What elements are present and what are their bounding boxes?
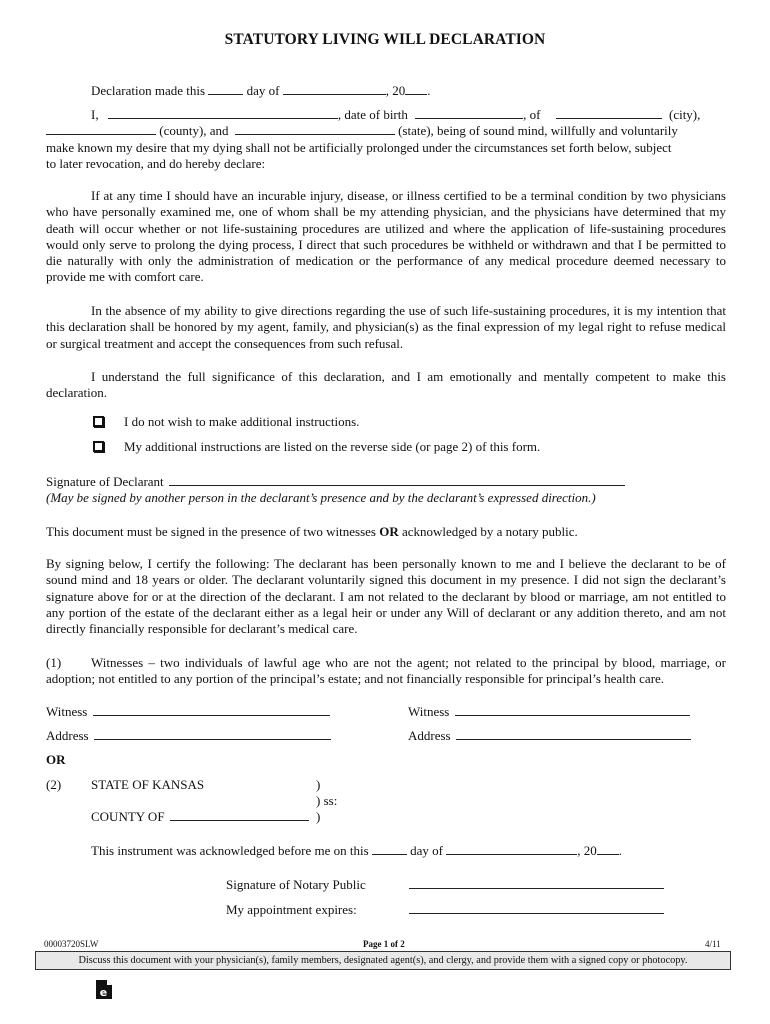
witness-notice-before: This document must be signed in the presence of two witnesses: [46, 524, 380, 539]
notary-state: STATE OF KANSAS: [91, 777, 205, 792]
witness-1-address-row: [46, 728, 331, 744]
notary-paren-3: ): [316, 809, 321, 824]
revision-date: 4/11: [705, 939, 721, 949]
appointment-expires-row: [409, 902, 664, 918]
notary-num: (2): [46, 777, 62, 792]
ack-day-label: day of: [410, 843, 443, 858]
witness-1-address-label: Address: [46, 728, 89, 743]
witnesses-clause: [46, 655, 726, 688]
dob-field[interactable]: [415, 107, 523, 119]
signature-note: (May be signed by another person in the declarant’s presence and by the declarant’s expressed direction.): [46, 490, 596, 505]
witness-1-field[interactable]: [93, 704, 330, 716]
city-label: (city),: [668, 107, 701, 122]
declarant-county-line: [46, 123, 678, 139]
city-field[interactable]: [556, 107, 662, 119]
ack-year-label: , 20: [577, 843, 597, 858]
witness-notice-after: acknowledged by a notary public.: [398, 524, 578, 539]
declaration-end: .: [427, 83, 431, 98]
declarant-name-field[interactable]: [108, 107, 338, 119]
declaration-date-line: [91, 83, 430, 99]
agent-honor-paragraph: In the absence of my ability to give directions regarding the use of such life-sustaining procedures, it is my intention that this declaration shall be honored by my agent, family, and physician(s) as the final expression of my legal right to refuse medical or surgical treatment and accept the consequences from such refusal.: [46, 303, 726, 351]
ack-prefix: This instrument was acknowledged before me on this: [91, 843, 369, 858]
option-additional-instructions: [93, 439, 540, 455]
declaration-prefix: Declaration made this: [91, 83, 206, 98]
declarant-signature-label: Signature of Declarant: [46, 474, 164, 489]
witness-2-field[interactable]: [455, 704, 690, 716]
document-title: STATUTORY LIVING WILL DECLARATION: [224, 31, 546, 48]
declaration-day-field[interactable]: [208, 83, 243, 95]
witness-2-address-field[interactable]: [456, 728, 691, 740]
discussion-notice: Discuss this document with your physician(s), family members, designated agent(s), and clergy, and provide them with a signed copy or photocopy.: [35, 951, 731, 970]
intro-line-4: to later revocation, and do hereby declare:: [46, 156, 266, 171]
notary-county-row: [91, 809, 309, 825]
ack-day-field[interactable]: [372, 843, 407, 855]
page-number: Page 1 of 2: [363, 939, 405, 949]
svg-text:e: e: [99, 986, 108, 999]
ack-month-field[interactable]: [446, 843, 577, 855]
terminal-condition-paragraph: If at any time I should have an incurable injury, disease, or illness certified to be a terminal condition by two physicians who have personally examined me, one of whom shall be my attending physician, and the physicians have determined that my death will occur whether or not life-sustaining procedures are utilized and where the application of life-sustaining procedures would only serve to prolong the dying process, I direct that such procedures be withheld or withdrawn and that I be permitted to die naturally with only the administration of medication or the performance of any medical procedure deemed necessary to provide me with comfort care.: [46, 188, 726, 285]
county-label: (county), and: [159, 123, 229, 138]
option-no-instructions: [93, 414, 359, 430]
notary-signature-field[interactable]: [409, 877, 664, 889]
witness-1-row: [46, 704, 330, 720]
competency-paragraph: I understand the full significance of this declaration, and I am emotionally and mentally competent to make this declaration.: [46, 369, 726, 401]
declaration-year-field[interactable]: [405, 83, 427, 95]
witnesses-clause-text: Witnesses – two individuals of lawful age who are not the agent; not related to the principal by blood, marriage, or adoption; not entitled to any portion of the principal’s estate; and not financially responsible for principal’s health care.: [46, 655, 726, 687]
state-label: (state), being of sound mind, willfully and voluntarily: [398, 123, 678, 138]
option-no-instructions-label: I do not wish to make additional instructions.: [124, 414, 360, 429]
intro-line-3: make known my desire that my dying shall not be artificially prolonged under the circumstances set forth below, subject: [46, 140, 672, 155]
county-field[interactable]: [46, 123, 156, 135]
state-field[interactable]: [235, 123, 395, 135]
acknowledgment-line: [91, 843, 622, 859]
witness-notice: [46, 524, 578, 540]
witness-2-address-row: [408, 728, 691, 744]
declarant-signature-field[interactable]: [169, 474, 625, 486]
certification-paragraph: By signing below, I certify the following: The declarant has been personally known to me and I believe the declarant to be of sound mind and 18 years or older. The declarant voluntarily signed this document in my presence. I did not sign the declarant’s signature above for or at the direction of the declarant. I am not related to the declarant by blood or marriage, am not entitled to any portion of the estate of the declarant either as a legal heir or under any Will of declarant or any addition thereto, and am not directly financially responsible for declarant’s medical care.: [46, 556, 726, 637]
form-code: 00003720SLW: [44, 939, 99, 949]
notary-paren-1: ): [316, 777, 321, 792]
witness-2-address-label: Address: [408, 728, 451, 743]
witness-1-label: Witness: [46, 704, 88, 719]
dob-label: , date of birth: [337, 107, 408, 122]
witnesses-clause-num: (1): [46, 655, 62, 670]
appointment-expires-field[interactable]: [409, 902, 664, 914]
witness-notice-or: OR: [379, 524, 399, 539]
document-logo-icon: [95, 979, 113, 1000]
notary-county-label: COUNTY OF: [91, 809, 165, 824]
declarant-identity-line: [91, 107, 700, 123]
witness-2-label: Witness: [408, 704, 450, 719]
declaration-month-label: day of: [246, 83, 280, 98]
ack-end: .: [618, 843, 622, 858]
declarant-signature-line: [46, 474, 625, 490]
declaration-year-label: , 20: [385, 83, 406, 98]
intro-i: I,: [91, 107, 99, 122]
declaration-month-field[interactable]: [283, 83, 386, 95]
notary-county-field[interactable]: [170, 809, 309, 821]
witness-2-row: [408, 704, 690, 720]
notary-signature-row: [409, 877, 664, 893]
option-additional-instructions-label: My additional instructions are listed on the reverse side (or page 2) of this form.: [124, 439, 541, 454]
ack-year-field[interactable]: [597, 843, 619, 855]
or-separator: OR: [46, 752, 66, 767]
witness-1-address-field[interactable]: [94, 728, 331, 740]
appointment-expires-label: My appointment expires:: [226, 902, 357, 917]
checkbox-no-instructions[interactable]: [93, 416, 104, 427]
notary-signature-label: Signature of Notary Public: [226, 877, 366, 892]
checkbox-additional-instructions[interactable]: [93, 441, 104, 452]
of-label: , of: [523, 107, 541, 122]
notary-ss: ) ss:: [316, 793, 338, 808]
